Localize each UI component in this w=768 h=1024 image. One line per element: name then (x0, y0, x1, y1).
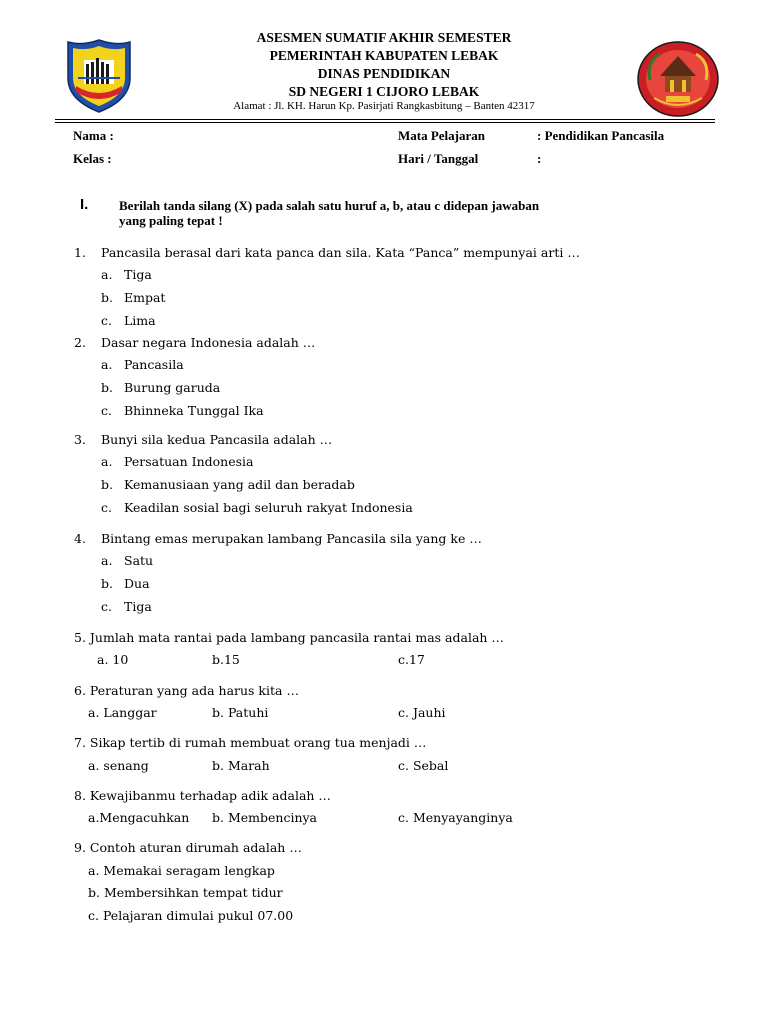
option-letter: c. (101, 313, 112, 328)
q7-option-b: b. Marah (212, 758, 270, 773)
option-text: Tiga (124, 267, 152, 282)
option-text: Tiga (124, 599, 152, 614)
q5-option-b: b.15 (212, 652, 240, 667)
option-letter: c. (101, 403, 112, 418)
instruction-line-2: yang paling tepat ! (119, 213, 223, 228)
option-text: Bhinneka Tunggal Ika (124, 403, 264, 418)
hari-label: Hari / Tanggal (398, 151, 479, 166)
option-letter: b. (101, 290, 113, 305)
q9-option-b: b. Membersihkan tempat tidur (88, 885, 283, 900)
q7-option-a: a. senang (88, 758, 149, 773)
instruction-line-1: Berilah tanda silang (X) pada salah satu huruf a, b, atau c didepan jawaban (119, 198, 540, 213)
question-text: Dasar negara Indonesia adalah … (101, 335, 316, 350)
question-8: 8. Kewajibanmu terhadap adik adalah … (74, 788, 331, 803)
option-text: Pancasila (124, 357, 184, 372)
header-divider-bottom (55, 122, 715, 123)
option-letter: a. (101, 553, 113, 568)
question-6: 6. Peraturan yang ada harus kita … (74, 683, 299, 698)
q7-option-c: c. Sebal (398, 758, 449, 773)
q9-option-a: a. Memakai seragam lengkap (88, 863, 275, 878)
option-letter: b. (101, 477, 113, 492)
header-address: Alamat : Jl. KH. Harun Kp. Pasirjati Rangkasbitung – Banten 42317 (233, 100, 535, 112)
nama-label: Nama : (73, 128, 114, 143)
option-letter: b. (101, 380, 113, 395)
question-text: Pancasila berasal dari kata panca dan sila. Kata “Panca” mempunyai arti … (101, 245, 580, 260)
question-number: 1. (74, 245, 86, 260)
option-letter: a. (101, 357, 113, 372)
kabupaten-lebak-logo (64, 38, 134, 114)
q6-option-a: a. Langgar (88, 705, 157, 720)
q9-option-c: c. Pelajaran dimulai pukul 07.00 (88, 908, 294, 923)
header-department: DINAS PENDIDIKAN (317, 66, 451, 81)
question-text: Bunyi sila kedua Pancasila adalah … (101, 432, 333, 447)
option-text: Satu (124, 553, 154, 568)
mapel-label: Mata Pelajaran (398, 128, 486, 143)
option-letter: a. (101, 267, 113, 282)
q5-option-a: a. 10 (97, 652, 129, 667)
question-number: 3. (74, 432, 86, 447)
option-text: Empat (124, 290, 166, 305)
question-text: Bintang emas merupakan lambang Pancasila sila yang ke … (101, 531, 482, 546)
option-text: Kemanusiaan yang adil dan beradab (124, 477, 355, 492)
option-letter: c. (101, 599, 112, 614)
header-divider-top (55, 119, 715, 120)
q8-option-b: b. Membencinya (212, 810, 318, 825)
q6-option-b: b. Patuhi (212, 705, 269, 720)
section-number: I. (80, 196, 89, 213)
option-letter: c. (101, 500, 112, 515)
hari-value: : (537, 151, 542, 166)
q6-option-c: c. Jauhi (398, 705, 446, 720)
option-text: Lima (124, 313, 156, 328)
q5-option-c: c.17 (398, 652, 425, 667)
option-text: Persatuan Indonesia (124, 454, 254, 469)
question-9: 9. Contoh aturan dirumah adalah … (74, 840, 302, 855)
kelas-label: Kelas : (73, 151, 112, 166)
question-7: 7. Sikap tertib di rumah membuat orang tua menjadi … (74, 735, 427, 750)
question-number: 2. (74, 335, 86, 350)
question-5: 5. Jumlah mata rantai pada lambang pancasila rantai mas adalah … (74, 630, 504, 645)
option-letter: b. (101, 576, 113, 591)
option-letter: a. (101, 454, 113, 469)
q8-option-a: a.Mengacuhkan (88, 810, 190, 825)
option-text: Dua (124, 576, 150, 591)
question-number: 4. (74, 531, 86, 546)
header-title: ASESMEN SUMATIF AKHIR SEMESTER (256, 30, 512, 45)
header-school: SD NEGERI 1 CIJORO LEBAK (288, 84, 480, 99)
option-text: Burung garuda (124, 380, 221, 395)
q8-option-c: c. Menyayanginya (398, 810, 513, 825)
mapel-value: : Pendidikan Pancasila (537, 128, 665, 143)
option-text: Keadilan sosial bagi seluruh rakyat Indonesia (124, 500, 413, 515)
header-government: PEMERINTAH KABUPATEN LEBAK (269, 48, 499, 63)
school-emblem-logo (636, 40, 720, 118)
